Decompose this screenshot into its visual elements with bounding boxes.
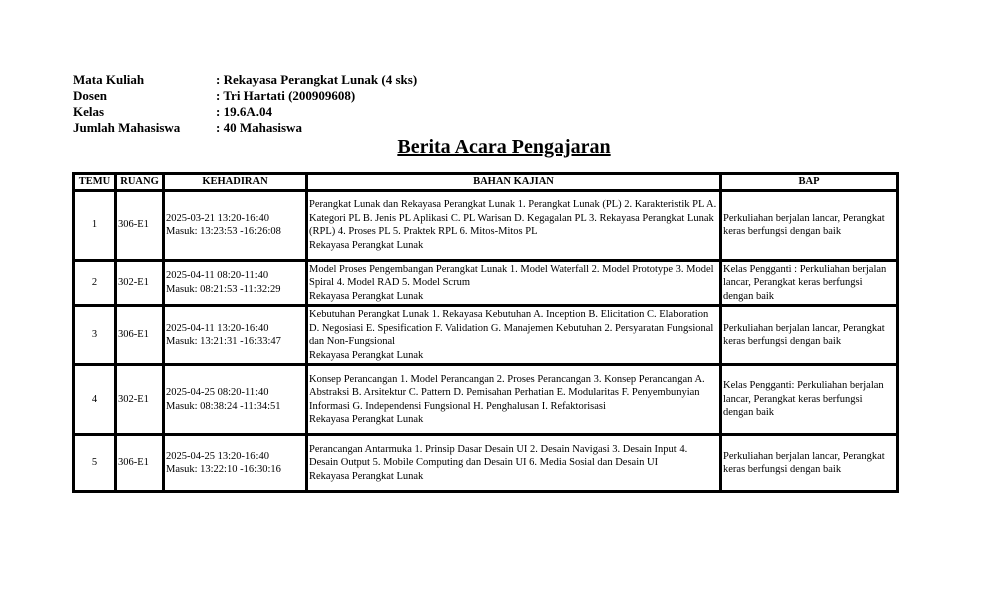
cell-kehadiran xyxy=(164,190,307,260)
course-name: Rekayasa Perangkat Lunak xyxy=(309,239,424,251)
header-temu: TEMU xyxy=(74,174,116,191)
info-row-jumlah-mahasiswa xyxy=(73,120,417,136)
info-row-mata-kuliah xyxy=(73,72,417,88)
document-title: Berita Acara Pengajaran xyxy=(397,136,611,158)
teaching-log-table xyxy=(72,172,899,493)
header-ruang: RUANG xyxy=(116,174,164,191)
cell-temu: 4 xyxy=(74,365,116,435)
info-value: : Tri Hartati (200909608) xyxy=(216,88,356,103)
topic-text: Perancangan Antarmuka 1. Prinsip Dasar Desain UI 2. Desain Navigasi 3. Desain Input 4. Desain Output 5. Mobile Computing dan Desain UI 6. Media Sosial dan Desain UI xyxy=(309,443,688,469)
cell-ruang: 306-E1 xyxy=(116,306,164,365)
course-info xyxy=(73,72,417,136)
cell-temu: 2 xyxy=(74,260,116,306)
info-label: Kelas xyxy=(73,104,105,119)
schedule-time: 2025-04-25 13:20-16:40 xyxy=(166,450,269,462)
table-row xyxy=(74,306,898,365)
info-label: Mata Kuliah xyxy=(73,72,145,87)
course-name: Rekayasa Perangkat Lunak xyxy=(309,414,424,425)
info-row-kelas xyxy=(73,104,417,120)
course-name: Rekayasa Perangkat Lunak xyxy=(309,349,424,361)
cell-bahan-kajian xyxy=(307,260,721,306)
cell-bap: Kelas Pengganti: Perkuliahan berjalan lancar, Perangkat keras berfungsi dengan baik xyxy=(721,365,898,435)
attendance-time: Masuk: 08:38:24 -11:34:51 xyxy=(166,400,281,412)
schedule-time: 2025-04-25 08:20-11:40 xyxy=(166,387,269,398)
table-row xyxy=(74,435,898,492)
table-row xyxy=(74,365,898,435)
table-header-row xyxy=(74,174,898,191)
cell-bahan-kajian xyxy=(307,365,721,435)
table-row xyxy=(74,260,898,306)
header-kehadiran: KEHADIRAN xyxy=(164,174,307,191)
topic-text: Konsep Perancangan 1. Model Perancangan 2. Proses Perancangan 3. Konsep Perancangan A. Abstraksi B. Arsitektur C. Pattern D. Pemisahan Perhatian E. Modularitas F. Penyembunyian Informasi G. Independensi Fungsional H. Penghalusan I. Refaktorisasi xyxy=(309,373,705,412)
cell-bahan-kajian xyxy=(307,435,721,492)
cell-ruang: 302-E1 xyxy=(116,365,164,435)
header-bap: BAP xyxy=(721,174,898,191)
info-value: : 19.6A.04 xyxy=(216,104,272,119)
cell-kehadiran xyxy=(164,306,307,365)
cell-bap: Perkuliahan berjalan lancar, Perangkat keras berfungsi dengan baik xyxy=(721,306,898,365)
topic-text: Model Proses Pengembangan Perangkat Lunak 1. Model Waterfall 2. Model Prototype 3. Model Spiral 4. Model RAD 5. Model Scrum xyxy=(309,263,714,288)
cell-bahan-kajian xyxy=(307,306,721,365)
attendance-time: Masuk: 13:23:53 -16:26:08 xyxy=(166,226,281,237)
info-value: : 40 Mahasiswa xyxy=(216,120,302,135)
cell-temu: 3 xyxy=(74,306,116,365)
topic-text: Kebutuhan Perangkat Lunak 1. Rekayasa Kebutuhan A. Inception B. Elicitation C. Elaboration D. Negosiasi E. Spesification F. Validation G. Manajemen Kebutuhan 2. Persyaratan Fungsional dan Non-Fungsional xyxy=(309,309,714,347)
info-label: Jumlah Mahasiswa xyxy=(73,120,181,135)
schedule-time: 2025-04-11 13:20-16:40 xyxy=(166,322,269,334)
cell-ruang: 306-E1 xyxy=(116,435,164,492)
cell-temu: 5 xyxy=(74,435,116,492)
attendance-time: Masuk: 13:21:31 -16:33:47 xyxy=(166,336,281,347)
attendance-time: Masuk: 13:22:10 -16:30:16 xyxy=(166,464,281,475)
cell-bahan-kajian xyxy=(307,190,721,260)
schedule-time: 2025-04-11 08:20-11:40 xyxy=(166,270,269,282)
header-bahan-kajian: BAHAN KAJIAN xyxy=(307,174,721,191)
course-name: Rekayasa Perangkat Lunak xyxy=(309,470,424,482)
cell-kehadiran xyxy=(164,260,307,306)
cell-bap: Perkuliahan berjalan lancar, Perangkat keras berfungsi dengan baik xyxy=(721,190,898,260)
cell-bap: Perkuliahan berjalan lancar, Perangkat keras berfungsi dengan baik xyxy=(721,435,898,492)
course-name: Rekayasa Perangkat Lunak xyxy=(309,290,424,302)
cell-kehadiran xyxy=(164,365,307,435)
info-value: : Rekayasa Perangkat Lunak (4 sks) xyxy=(216,72,418,87)
schedule-time: 2025-03-21 13:20-16:40 xyxy=(166,212,269,224)
cell-bap: Kelas Pengganti : Perkuliahan berjalan lancar, Perangkat keras berfungsi dengan baik xyxy=(721,260,898,306)
table-row xyxy=(74,190,898,260)
attendance-time: Masuk: 08:21:53 -11:32:29 xyxy=(166,283,281,295)
info-label: Dosen xyxy=(73,88,107,103)
cell-kehadiran xyxy=(164,435,307,492)
cell-ruang: 302-E1 xyxy=(116,260,164,306)
cell-ruang: 306-E1 xyxy=(116,190,164,260)
topic-text: Perangkat Lunak dan Rekayasa Perangkat Lunak 1. Perangkat Lunak (PL) 2. Karakteristik PL A. Kategori PL B. Jenis PL Aplikasi C. PL Warisan D. Kegagalan PL 3. Rekayasa Perangkat Lunak (RPL) 4. Proses PL 5. Praktek RPL 6. Mitos-Mitos PL xyxy=(309,199,717,237)
info-row-dosen xyxy=(73,88,417,104)
cell-temu: 1 xyxy=(74,190,116,260)
